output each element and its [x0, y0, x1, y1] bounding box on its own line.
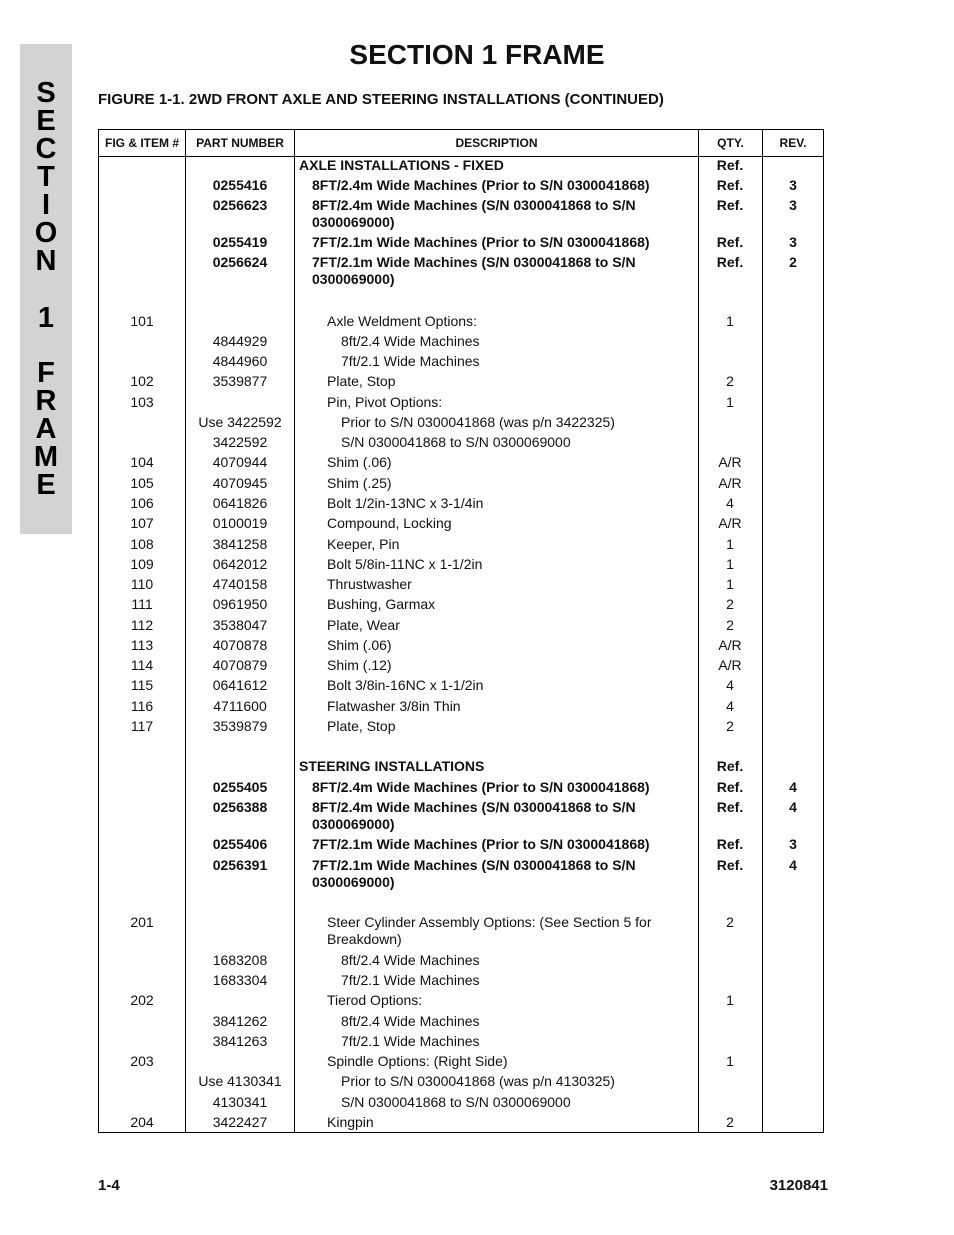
cell-description: Plate, Wear [327, 617, 400, 633]
cell-part-number: 3539877 [212, 373, 268, 389]
cell-quantity: 1 [726, 576, 734, 592]
cell-description: Plate, Stop [327, 373, 396, 389]
cell-quantity: 1 [726, 1053, 734, 1069]
cell-part-number: 4070945 [212, 475, 268, 491]
cell-description: Shim (.12) [327, 657, 392, 673]
cell-quantity: 4 [726, 495, 734, 511]
side-tab-letter: T [37, 161, 55, 193]
cell-item-number: 116 [130, 698, 154, 714]
cell-quantity: 1 [726, 313, 734, 329]
cell-item-number: 101 [130, 313, 154, 329]
section-side-tab [20, 44, 72, 534]
cell-part-number: 0961950 [212, 596, 268, 612]
side-tab-letter: N [35, 245, 57, 277]
cell-part-number: 0255406 [212, 836, 268, 852]
cell-description: Shim (.06) [327, 637, 392, 653]
cell-part-number: 0256391 [212, 857, 268, 873]
cell-quantity: 1 [726, 556, 734, 572]
cell-quantity: A/R [718, 637, 742, 653]
side-tab-letter: M [33, 441, 59, 473]
cell-part-number: 1683208 [212, 952, 268, 968]
cell-description: Keeper, Pin [327, 536, 400, 552]
cell-revision: 4 [789, 857, 797, 873]
cell-revision: 3 [789, 234, 797, 250]
side-tab-letter: S [36, 77, 56, 109]
cell-description: Prior to S/N 0300041868 (was p/n 4130325) [341, 1073, 615, 1089]
cell-description: AXLE INSTALLATIONS - FIXED [299, 157, 504, 173]
cell-part-number: 0642012 [212, 556, 268, 572]
cell-item-number: 106 [130, 495, 154, 511]
cell-item-number: 109 [130, 556, 154, 572]
cell-part-number: 4070879 [212, 657, 268, 673]
cell-description: Bolt 5/8in-11NC x 1-1/2in [327, 556, 483, 572]
cell-quantity: A/R [718, 657, 742, 673]
cell-item-number: 114 [130, 657, 154, 673]
column-divider [762, 130, 763, 1132]
cell-item-number: 107 [130, 515, 154, 531]
cell-item-number: 102 [130, 373, 154, 389]
cell-part-number: 0100019 [212, 515, 268, 531]
cell-quantity: Ref. [716, 857, 744, 873]
cell-item-number: 108 [130, 536, 154, 552]
header-qty: QTY. [717, 136, 744, 150]
cell-item-number: 204 [130, 1114, 154, 1130]
cell-description: 8FT/2.4m Wide Machines (Prior to S/N 0300041868) [312, 177, 650, 193]
header-description: DESCRIPTION [455, 136, 538, 150]
cell-quantity: 2 [726, 617, 734, 633]
side-tab-letter: I [41, 189, 51, 221]
cell-quantity: 1 [726, 394, 734, 410]
cell-revision: 3 [789, 177, 797, 193]
side-tab-letter: E [36, 105, 56, 137]
cell-quantity: 2 [726, 373, 734, 389]
cell-part-number: 3422427 [212, 1114, 268, 1130]
cell-part-number: 3538047 [212, 617, 268, 633]
cell-quantity: Ref. [716, 254, 744, 270]
cell-revision: 3 [789, 197, 797, 213]
cell-part-number: 0641826 [212, 495, 268, 511]
cell-part-number: 0255405 [212, 779, 268, 795]
parts-table [98, 129, 824, 1133]
cell-description: 8ft/2.4 Wide Machines [341, 333, 480, 349]
cell-description: Shim (.06) [327, 454, 392, 470]
cell-quantity: 2 [726, 1114, 734, 1130]
cell-description: 7ft/2.1 Wide Machines [341, 353, 480, 369]
cell-description: 8ft/2.4 Wide Machines [341, 1013, 480, 1029]
cell-part-number: 4070944 [212, 454, 268, 470]
cell-description: Prior to S/N 0300041868 (was p/n 3422325) [341, 414, 615, 430]
side-tab-letter: R [35, 385, 57, 417]
cell-description: 8FT/2.4m Wide Machines (S/N 0300041868 to S/N 0300069000) [312, 799, 636, 832]
cell-part-number: 3539879 [212, 718, 268, 734]
cell-description: STEERING INSTALLATIONS [299, 758, 485, 774]
cell-item-number: 111 [131, 596, 153, 612]
cell-quantity: 1 [726, 536, 734, 552]
cell-description: Tierod Options: [327, 992, 423, 1008]
side-tab-letter: A [35, 413, 57, 445]
cell-description: S/N 0300041868 to S/N 0300069000 [341, 1094, 571, 1110]
cell-description: Spindle Options: (Right Side) [327, 1053, 508, 1069]
cell-revision: 4 [789, 779, 797, 795]
cell-part-number: 4711600 [213, 698, 267, 714]
cell-quantity: Ref. [716, 836, 744, 852]
cell-quantity: 2 [726, 914, 734, 930]
cell-description: Bolt 3/8in-16NC x 1-1/2in [327, 677, 484, 693]
cell-description: Pin, Pivot Options: [327, 394, 443, 410]
cell-description: S/N 0300041868 to S/N 0300069000 [341, 434, 571, 450]
cell-quantity: Ref. [716, 234, 744, 250]
cell-description: Plate, Stop [327, 718, 396, 734]
cell-part-number: 4130341 [212, 1094, 268, 1110]
cell-item-number: 103 [130, 394, 154, 410]
cell-quantity: Ref. [716, 157, 744, 173]
header-part-number: PART NUMBER [196, 136, 284, 150]
cell-quantity: A/R [718, 475, 742, 491]
cell-part-number: 1683304 [212, 972, 268, 988]
cell-quantity: A/R [718, 515, 742, 531]
cell-description: Compound, Locking [327, 515, 452, 531]
cell-description: 7FT/2.1m Wide Machines (Prior to S/N 0300041868) [312, 234, 650, 250]
cell-description: Steer Cylinder Assembly Options: (See Section 5 for Breakdown) [327, 914, 652, 947]
cell-quantity: Ref. [716, 799, 744, 815]
cell-part-number: 0256623 [212, 197, 268, 213]
cell-part-number: 3841262 [212, 1013, 268, 1029]
cell-part-number: 0255419 [212, 234, 268, 250]
figure-caption: FIGURE 1-1. 2WD FRONT AXLE AND STEERING INSTALLATIONS (CONTINUED) [98, 91, 664, 108]
cell-part-number: 0255416 [212, 177, 268, 193]
cell-part-number: 0256624 [212, 254, 268, 270]
cell-quantity: 4 [726, 698, 734, 714]
cell-quantity: Ref. [716, 779, 744, 795]
cell-description: 8FT/2.4m Wide Machines (S/N 0300041868 to S/N 0300069000) [312, 197, 636, 230]
cell-quantity: 4 [726, 677, 734, 693]
cell-item-number: 201 [130, 914, 154, 930]
cell-description: Thrustwasher [327, 576, 412, 592]
page-title: SECTION 1 FRAME [349, 39, 605, 70]
cell-part-number: 3841263 [212, 1033, 268, 1049]
cell-description: Bolt 1/2in-13NC x 3-1/4in [327, 495, 484, 511]
cell-item-number: 104 [130, 454, 154, 470]
cell-item-number: 105 [130, 475, 154, 491]
cell-part-number: 4070878 [212, 637, 268, 653]
side-tab-letter: C [35, 133, 57, 165]
cell-quantity: 2 [726, 718, 734, 734]
cell-quantity: A/R [718, 454, 742, 470]
cell-description: Shim (.25) [327, 475, 392, 491]
cell-description: 7FT/2.1m Wide Machines (Prior to S/N 0300041868) [312, 836, 650, 852]
header-rev: REV. [779, 136, 807, 150]
cell-description: 7ft/2.1 Wide Machines [341, 972, 480, 988]
cell-part-number: 4844960 [212, 353, 268, 369]
cell-description: 8FT/2.4m Wide Machines (Prior to S/N 0300041868) [312, 779, 650, 795]
cell-description: Kingpin [327, 1114, 374, 1130]
cell-item-number: 113 [130, 637, 154, 653]
cell-description: Axle Weldment Options: [327, 313, 477, 329]
header-item: FIG & ITEM # [104, 136, 179, 150]
cell-quantity: 1 [726, 992, 734, 1008]
cell-description: Flatwasher 3/8in Thin [327, 698, 461, 714]
cell-part-number: 0256388 [212, 799, 268, 815]
cell-item-number: 112 [130, 617, 154, 633]
cell-item-number: 115 [130, 677, 154, 693]
cell-part-number: 4844929 [212, 333, 268, 349]
document-number: 3120841 [769, 1177, 828, 1194]
cell-revision: 3 [789, 836, 797, 852]
side-tab-letter: F [37, 357, 55, 389]
cell-quantity: Ref. [716, 197, 744, 213]
column-divider [294, 130, 295, 1132]
cell-item-number: 110 [130, 576, 154, 592]
cell-part-number: 0641612 [212, 677, 268, 693]
cell-item-number: 117 [130, 718, 154, 734]
cell-part-number: Use 4130341 [198, 1073, 282, 1089]
cell-quantity: 2 [726, 596, 734, 612]
side-tab-letter: E [36, 469, 56, 501]
page-number: 1-4 [98, 1177, 120, 1194]
cell-quantity: Ref. [716, 177, 744, 193]
cell-quantity: Ref. [716, 758, 744, 774]
cell-revision: 4 [789, 799, 797, 815]
cell-item-number: 202 [130, 992, 154, 1008]
cell-item-number: 203 [130, 1053, 154, 1069]
cell-description: Bushing, Garmax [327, 596, 436, 612]
cell-part-number: 3841258 [212, 536, 268, 552]
cell-revision: 2 [789, 254, 797, 270]
side-tab-letter: O [34, 217, 58, 249]
cell-part-number: Use 3422592 [198, 414, 282, 430]
cell-part-number: 4740158 [212, 576, 268, 592]
cell-description: 8ft/2.4 Wide Machines [341, 952, 480, 968]
cell-part-number: 3422592 [212, 434, 268, 450]
cell-description: 7FT/2.1m Wide Machines (S/N 0300041868 to S/N 0300069000) [312, 254, 636, 287]
cell-description: 7ft/2.1 Wide Machines [341, 1033, 480, 1049]
side-tab-letter: 1 [37, 302, 55, 334]
cell-description: 7FT/2.1m Wide Machines (S/N 0300041868 to S/N 0300069000) [312, 857, 636, 890]
